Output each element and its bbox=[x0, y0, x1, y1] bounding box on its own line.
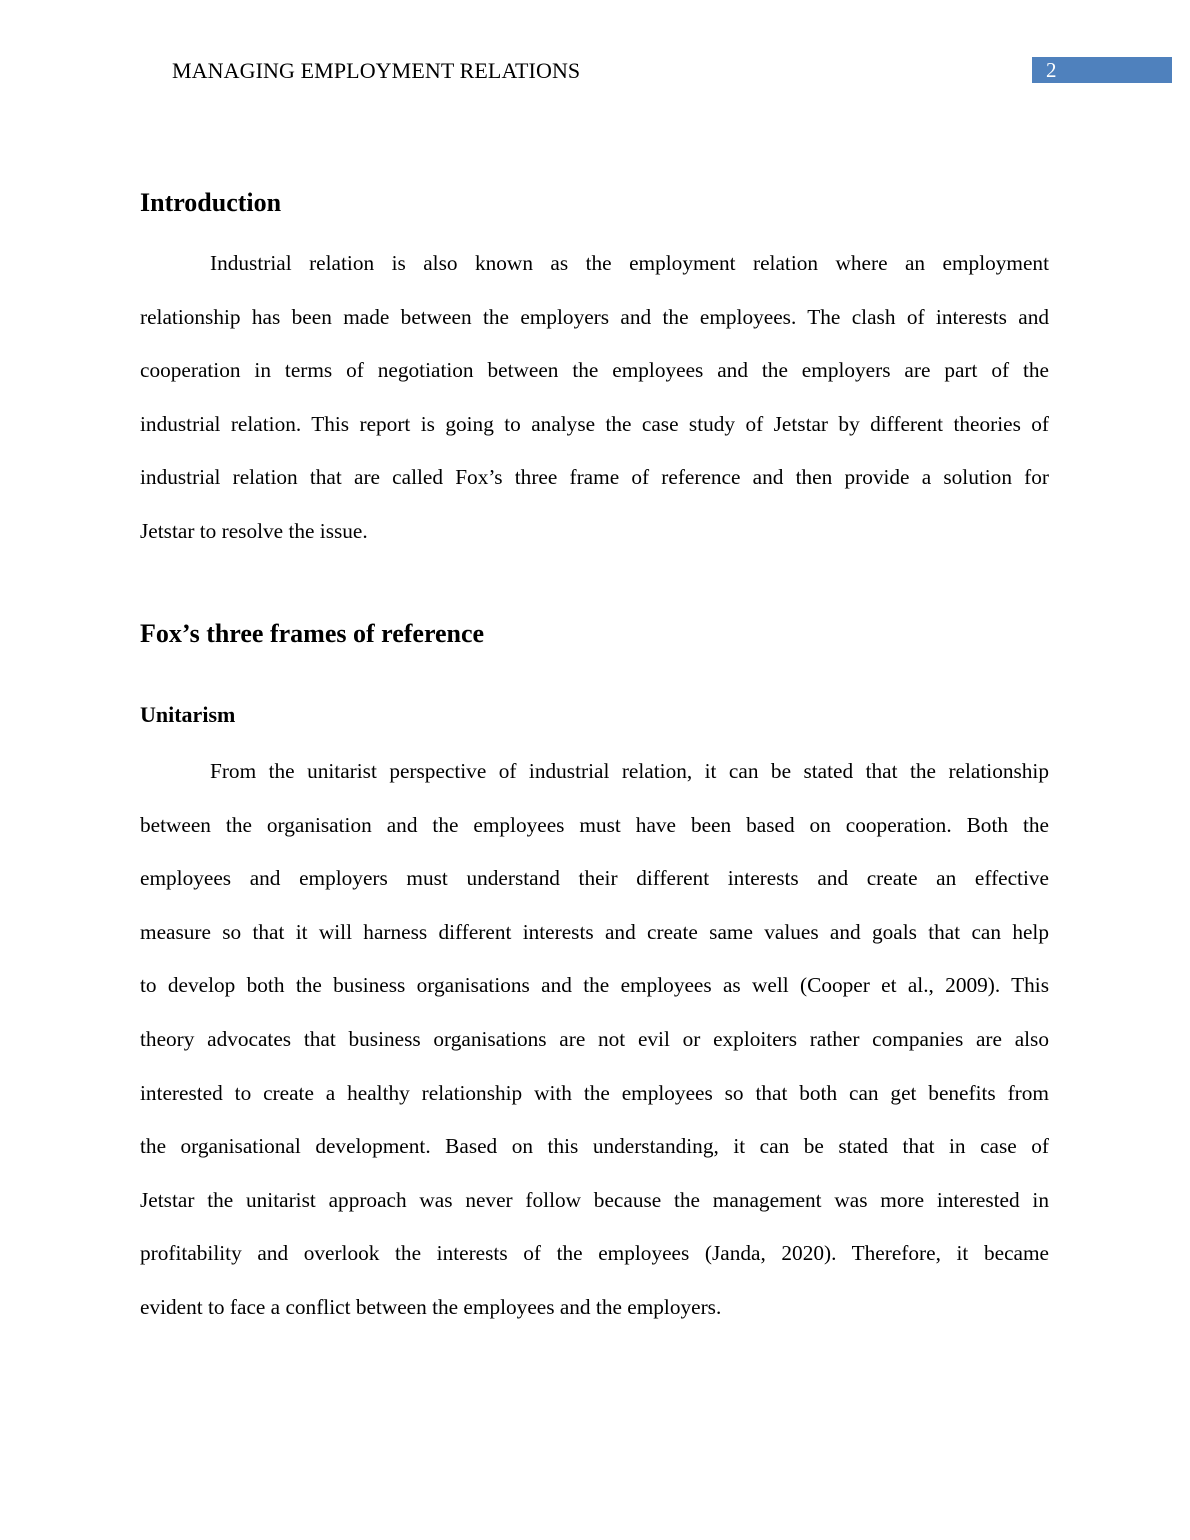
paragraph-line: measure so that it will harness different interests and create same values and goals that can help bbox=[140, 919, 1049, 944]
unitarism-paragraph bbox=[140, 758, 1049, 1348]
paragraph-line: the organisational development. Based on this understanding, it can be stated that in case of bbox=[140, 1134, 1049, 1159]
introduction-paragraph bbox=[140, 250, 1049, 572]
paragraph-line: theory advocates that business organisations are not evil or exploiters rather companies are also bbox=[140, 1026, 1049, 1051]
unitarism-heading: Unitarism bbox=[140, 702, 236, 727]
paragraph-line: From the unitarist perspective of industrial relation, it can be stated that the relationship bbox=[210, 759, 1049, 783]
running-head-title: MANAGING EMPLOYMENT RELATIONS bbox=[172, 58, 581, 83]
paragraph-line: profitability and overlook the interests of the employees (Janda, 2020). Therefore, it became bbox=[140, 1241, 1049, 1266]
paragraph-line: Industrial relation is also known as the employment relation where an employment bbox=[210, 251, 1049, 275]
paragraph-line: evident to face a conflict between the employees and the employers. bbox=[140, 1294, 722, 1319]
page-number: 2 bbox=[1046, 58, 1057, 82]
fox-frames-heading: Fox’s three frames of reference bbox=[140, 619, 485, 648]
introduction-heading: Introduction bbox=[140, 188, 282, 217]
paragraph-line: to develop both the business organisations and the employees as well (Cooper et al., 2009). This bbox=[140, 973, 1049, 998]
paragraph-line: employees and employers must understand their different interests and create an effective bbox=[140, 866, 1049, 891]
paragraph-line: cooperation in terms of negotiation between the employees and the employers are part of the bbox=[140, 358, 1049, 383]
paragraph-line: industrial relation. This report is going to analyse the case study of Jetstar by different theories of bbox=[140, 411, 1049, 436]
paragraph-line: relationship has been made between the employers and the employees. The clash of interests and bbox=[140, 304, 1049, 329]
paragraph-line: Jetstar the unitarist approach was never follow because the management was more interested in bbox=[140, 1187, 1049, 1212]
paragraph-line: Jetstar to resolve the issue. bbox=[140, 518, 368, 543]
paragraph-line: industrial relation that are called Fox’s three frame of reference and then provide a solution for bbox=[140, 465, 1049, 490]
paragraph-line: interested to create a healthy relationship with the employees so that both can get benefits from bbox=[140, 1080, 1049, 1105]
page-number-box bbox=[1032, 57, 1172, 83]
paragraph-line: between the organisation and the employees must have been based on cooperation. Both the bbox=[140, 812, 1049, 837]
